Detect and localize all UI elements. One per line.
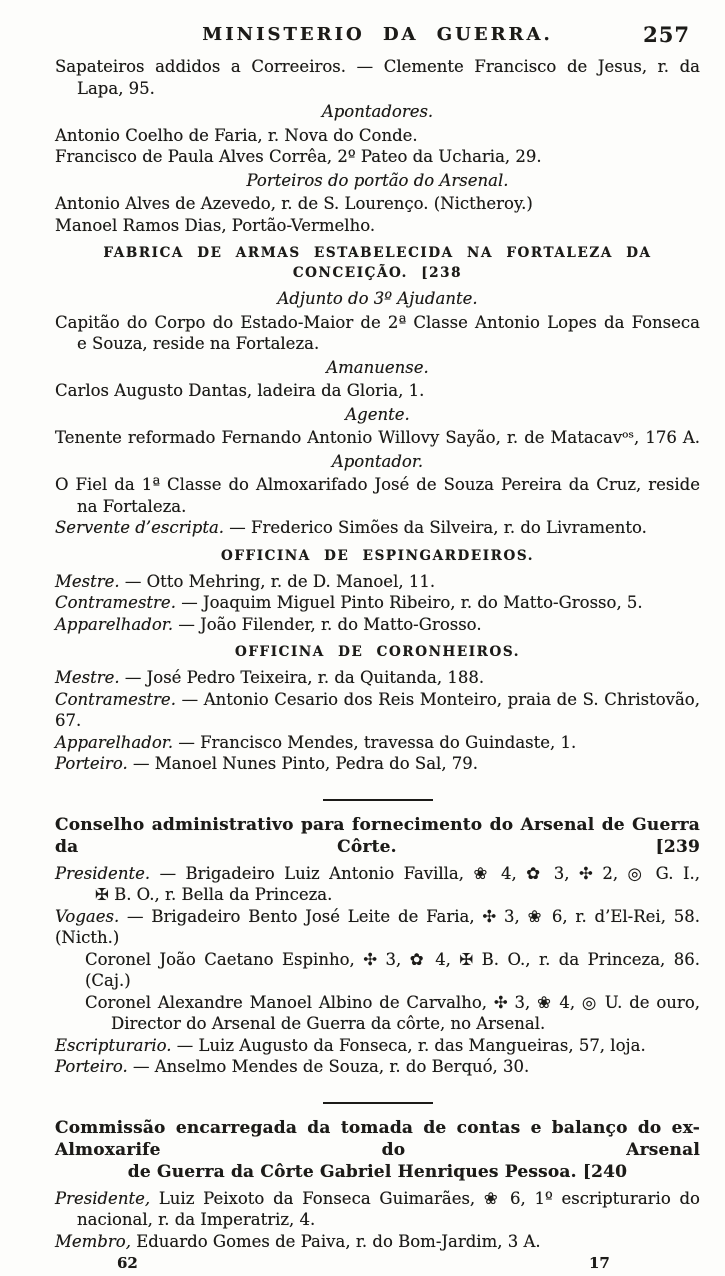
conselho-vogaes-entry	[55, 906, 700, 949]
entry-text: — Antonio Cesario dos Reis Monteiro, praia de S. Christovão, 67.	[55, 689, 700, 730]
commissao-presidente-entry	[55, 1188, 700, 1210]
text-line: Coronel João Caetano Espinho, ✣ 3, ✿ 4, ✠ B. O., r. da Princeza, 86. (Caj.)	[85, 949, 700, 990]
divider-rule	[323, 799, 433, 801]
signature-mark: 62	[117, 1254, 138, 1272]
commissao-heading-line2: de Guerra da Côrte Gabriel Henriques Pessoa. [240	[127, 1161, 628, 1182]
page-number: 257	[643, 22, 690, 47]
entry-text: — Anselmo Mendes de Souza, r. do Berquó, 30.	[132, 1057, 530, 1076]
section-divider	[55, 786, 700, 805]
entry-text: — João Filender, r. do Matto-Grosso.	[178, 614, 482, 634]
text-line: Antonio Alves de Azevedo, r. de S. Lourenço. (Nictheroy.)	[55, 194, 533, 213]
role-label: Porteiro.	[55, 1057, 128, 1076]
conselho-escripturario-entry	[55, 1035, 700, 1057]
text-line: Carlos Augusto Dantas, ladeira da Gloria, 1.	[55, 381, 425, 400]
apontadores-heading: Apontadores.	[321, 102, 434, 121]
page-header	[55, 24, 700, 50]
role-label: Apparelhador.	[55, 732, 174, 752]
entry-text: — Manoel Nunes Pinto, Pedra do Sal, 79.	[132, 754, 479, 773]
text-line: Tenente reformado Fernando Antonio Willovy Sayão, r. de Matacavᵒˢ, 176 A.	[55, 428, 700, 447]
entry-text: Luiz Peixoto da Fonseca Guimarães, ❀ 6, 1º escripturario do	[158, 1188, 700, 1208]
conselho-porteiro-entry	[55, 1056, 700, 1078]
role-label: Apparelhador.	[55, 614, 174, 634]
role-label: Escripturario.	[55, 1035, 172, 1055]
role-label: Membro,	[55, 1231, 131, 1251]
adjunto-heading: Adjunto do 3º Ajudante.	[277, 289, 478, 308]
text-line: Antonio Coelho de Faria, r. Nova do Conde.	[55, 125, 418, 145]
officina-entry	[55, 667, 700, 689]
entry-text: — Francisco Mendes, travessa do Guindaste, 1.	[178, 732, 577, 752]
officina-entry	[55, 571, 700, 593]
role-label: Contramestre.	[55, 689, 176, 709]
entry-text: — Brigadeiro Bento José Leite de Faria, ✣ 3, ❀ 6, r. d’El-Rei, 58. (Nicth.)	[55, 906, 700, 947]
text-line: O Fiel da 1ª Classe do Almoxarifado José de Souza Pereira da Cruz, reside	[55, 475, 700, 494]
commissao-heading-line1: Commissão encarregada da tomada de contas e balanço do ex-Almoxarife do Arsenal	[55, 1117, 700, 1160]
conselho-heading: Conselho administrativo para fornecimento do Arsenal de Guerra da Côrte. [239	[55, 814, 700, 857]
entry-text: — Joaquim Miguel Pinto Ribeiro, r. do Matto-Grosso, 5.	[181, 593, 643, 612]
role-label: Presidente,	[55, 1188, 151, 1208]
text-line: Capitão do Corpo do Estado-Maior de 2ª Classe Antonio Lopes da Fonseca	[55, 312, 700, 332]
section-divider	[55, 1089, 700, 1108]
text-line: Francisco de Paula Alves Corrêa, 2º Pateo da Ucharia, 29.	[55, 147, 542, 166]
text-line: Director do Arsenal de Guerra da côrte, no Arsenal.	[111, 1014, 546, 1033]
officina-coronheiros-heading: OFFICINA DE CORONHEIROS.	[234, 644, 521, 660]
catchword-mark: 17	[589, 1254, 610, 1272]
page-title: MINISTERIO DA GUERRA.	[202, 24, 553, 45]
entry-text: — Otto Mehring, r. de D. Manoel, 11.	[124, 571, 436, 591]
role-label: Servente d’escripta.	[55, 518, 225, 537]
officina-entry	[55, 614, 700, 636]
role-label: Presidente.	[55, 863, 151, 883]
entry-text: — Frederico Simões da Silveira, r. do Livramento.	[229, 518, 647, 537]
officina-entry	[55, 732, 700, 754]
entry-text: — Brigadeiro Luiz Antonio Favilla, ❀ 4, ✿ 3, ✣ 2, ◎ G. I.,	[159, 863, 700, 883]
divider-rule	[323, 1102, 433, 1104]
text-line: Lapa, 95.	[77, 78, 155, 98]
role-label: Contramestre.	[55, 593, 176, 612]
text-line: Coronel Alexandre Manoel Albino de Carvalho, ✣ 3, ❀ 4, ◎ U. de ouro,	[85, 992, 700, 1012]
role-label: Vogaes.	[55, 906, 120, 926]
fabrica-heading: FABRICA DE ARMAS ESTABELECIDA NA FORTALEZA DA CONCEIÇÃO. [238	[103, 245, 652, 281]
commissao-membro-entry	[55, 1231, 700, 1253]
role-label: Mestre.	[55, 571, 120, 591]
text-line: ✠ B. O., r. Bella da Princeza.	[95, 885, 333, 904]
page-footer	[55, 1254, 700, 1276]
officina-entry	[55, 689, 700, 732]
officina-espingardeiros-heading: OFFICINA DE ESPINGARDEIROS.	[220, 547, 535, 564]
amanuense-heading: Amanuense.	[326, 357, 429, 377]
text-line: nacional, r. da Imperatriz, 4.	[77, 1210, 316, 1229]
sapateiros-paragraph	[55, 56, 700, 99]
officina-entry	[55, 592, 700, 614]
text-line: Manoel Ramos Dias, Portão-Vermelho.	[55, 215, 376, 235]
entry-text: — Luiz Augusto da Fonseca, r. das Mangueiras, 57, loja.	[176, 1035, 646, 1055]
agente-heading: Agente.	[345, 404, 410, 424]
text-line: na Fortaleza.	[77, 496, 187, 516]
entry-text: Eduardo Gomes de Paiva, r. do Bom-Jardim, 3 A.	[136, 1231, 541, 1251]
conselho-presidente-entry	[55, 863, 700, 885]
porteiros-portao-heading: Porteiros do portão do Arsenal.	[246, 170, 509, 190]
text-line: e Souza, reside na Fortaleza.	[77, 334, 320, 353]
officina-entry	[55, 753, 700, 775]
role-label: Mestre.	[55, 668, 120, 687]
entry-text: — José Pedro Teixeira, r. da Quitanda, 188.	[124, 668, 485, 687]
text-line: Sapateiros addidos a Correeiros. — Clemente Francisco de Jesus, r. da	[55, 57, 700, 76]
apontador-heading: Apontador.	[331, 451, 424, 471]
role-label: Porteiro.	[55, 754, 128, 773]
servente-entry	[55, 517, 700, 539]
